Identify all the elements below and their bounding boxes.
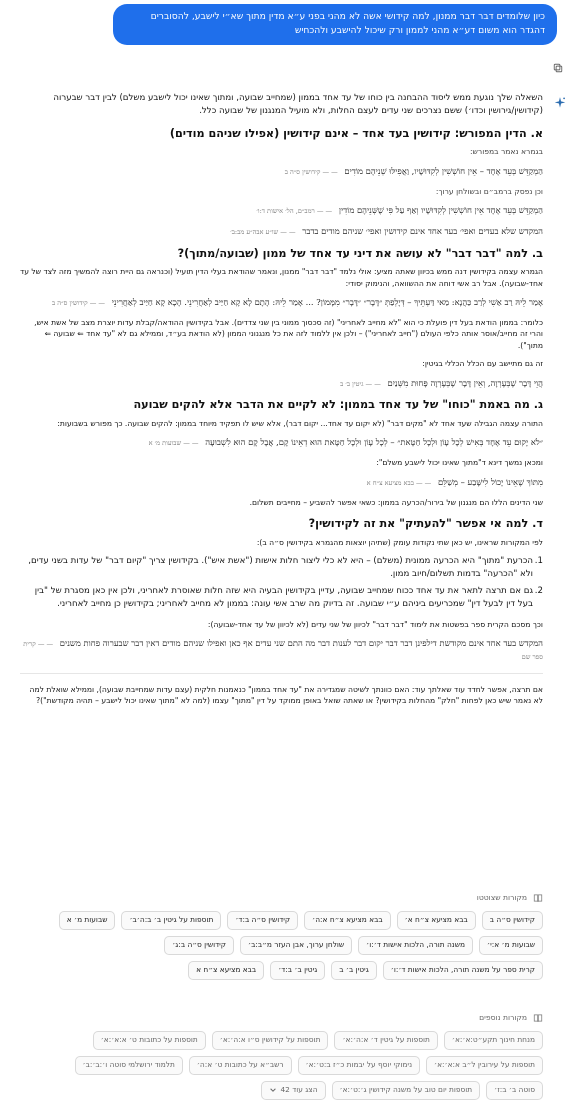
source-chip[interactable]: בבא מציעא צ״ח א:ה׳	[304, 911, 390, 930]
user-message-bubble	[113, 4, 557, 45]
source-chip[interactable]: רשב״א על כתובות ט׳ א:ה׳	[189, 1056, 292, 1075]
section-c-p1: התורה עצמה הגבילה שעד אחד לא "מקים דבר" (לא יקום עד אחד... יקום דבר), אלא שיש לו תפקיד מיוחד בממון: להקים שבועה. כך מפורש בשבועות:	[57, 419, 543, 429]
more-sources-title: מקורות נוספים	[479, 1013, 527, 1022]
source-chip[interactable]: קידושין ס״ה ב	[482, 911, 543, 930]
sparkle-icon	[553, 96, 567, 110]
source-chip[interactable]: תלמוד ירושלמי סוטה ו׳:ב׳:ב׳	[75, 1056, 183, 1075]
source-citation[interactable]: — — שו״ע אבה״ע מב:ב׳	[230, 227, 296, 236]
user-message-text: כיון שלומדים דבר דבר ממנון, למה קידושי אשה לא מהני בפני ע״א מדין מתוך שא״י לישבע, להסוברים דהגדר הוא משום דע״א מהני לממון ורק שיכול להישבע ולהכחיש	[150, 11, 545, 37]
source-chip[interactable]: תוספות על עירובין ל״ב א:א׳:א׳	[426, 1056, 543, 1075]
cited-sources-header	[20, 892, 543, 903]
section-a-lead: בגמרא נאמר במפורש:	[469, 147, 543, 157]
source-chip[interactable]: קידושין ס״ה ב:ג׳	[164, 936, 234, 955]
source-chip[interactable]: גיטין ב׳ ב:ד׳	[270, 961, 325, 980]
assistant-answer	[20, 92, 543, 713]
section-d-list	[20, 555, 543, 611]
section-b-quote2: הֲוֵי דָּבָר שֶׁבְּעֶרְוָה, וְאֵין דָּבָר שֶׁבְּעֶרְוָה פָּחוּת מִשְּׁנַיִם — — גיטין ב׳ ב	[340, 377, 543, 388]
cited-sources-title: מקורות שצוטטו	[476, 893, 527, 902]
section-c-quote2: מִתּוֹךְ שֶׁאֵינוֹ יָכוֹל לִישָּׁבַע – מְשַׁלֵּם — — בבא מציעא צ״ח א	[366, 476, 543, 487]
source-chip[interactable]: קידושין ס״ה ב:ד׳	[227, 911, 298, 930]
answer-closing: אם תרצה, אפשר לחדד עוד שאלתך עוד: האם כוונתך לשיטה שמגדירה את "עד אחד בממון" כנאמנות חלקית (עצם עדות שמחייבת שבועה), וממילא שואלת למה לא נאמר שיש כאן לפחות "חלק" מהחלות בקידושין? או שאתה שואל באופן ממוקד על דין "מתוך" עצמו (למה לא "מתוך שאינו יכול לישבע – תהיה מקודשת")?	[29, 684, 543, 706]
source-chip[interactable]: גיטין ב׳ ב	[331, 961, 376, 980]
source-citation[interactable]: — — בבא מציעא צ״ח א	[366, 478, 432, 487]
section-c-quote1: ״לֹא יָקוּם עֵד אֶחָד בְּאִישׁ לְכָל עָוֹן וּלְכָל חַטָּאת״ – לְכָל עָוֹן וּלְכָל חַטָּאת הוּא דְאֵינוֹ קָם, אֲבָל קָם הוּא לִשְׁבוּעָה — — שבועות מ׳ א	[148, 437, 543, 448]
section-a-quote1: הַמְקַדֵּשׁ בְּעֵד אֶחָד – אֵין חוֹשְׁשִׁין לְקִדּוּשָׁיו, וַאֲפִילּוּ שְׁנֵיהֶם מוֹדִים — — קידושין ס״ה ב	[284, 165, 543, 176]
source-chip[interactable]: תוספות על כתובות ט׳ א:א׳:א׳	[93, 1031, 206, 1050]
section-b-p2: כלומר: בממון הודאת בעל דין פועלת כי הוא "לא מחייב לאחריני" (זה סכסוך ממוני בין שני צדדים). אבל בקידושין ההודאה/קבלת עדות יוצרת מצב של אשת איש, והרי זה מחייב/אוסר אותה כלפי העולם ("חייב לאחריני") – ולכן אין ללמוד לזה את כל מנגנוני הממון (לא הודאת בע״ד, וממילא גם לא "עד אחד ⇐ שבועה ⇐ מתוך").	[34, 318, 543, 350]
section-a-quote2: הַמְקַדֵּשׁ בְּעֵד אֶחָד אֵין חוֹשְׁשִׁין לְקִדּוּשָׁיו וְאַף עַל פִּי שֶׁשְּׁנֵיהֶם מוֹדִין — — רמב״ם, הל׳ אישות ד:ו׳	[256, 205, 543, 216]
list-item: 1. הכרעת "מתוך" היא הכרעה ממונית (משלם) – היא לא כלי ליצור חלות אישות ("אשת איש"). בקידושין צריך "קיום דבר" של עדות בשני עדים, ולא "הכרעה" בדמות תשלום/חיוב ממון.	[28, 555, 543, 579]
section-a-quote3: המקדש שלא בעדים ואפי׳ בעד אחד אינם קידושין ואפי׳ שניהם מודים בדבר — — שו״ע אבה״ע מב:ב׳	[230, 225, 543, 236]
cited-sources-panel	[20, 892, 543, 980]
source-chip[interactable]: תוספות על גיטין ד׳ א:ה׳:א׳	[334, 1031, 437, 1050]
book-icon	[533, 1012, 543, 1023]
book-icon	[533, 892, 543, 903]
chevron-down-icon	[269, 1086, 277, 1095]
more-sources-header	[20, 1012, 543, 1023]
section-d-title: ד. למה אי אפשר "להעתיק" את זה לקידושין?	[308, 517, 543, 530]
source-chip[interactable]: סוטה ב׳ ב:ז׳	[486, 1081, 543, 1100]
show-more-button[interactable]	[261, 1081, 325, 1100]
source-citation[interactable]: — — שבועות מ׳ א	[148, 439, 199, 448]
list-item: 2. גם אם תרצה לתאר את עד אחד ככוח שמחייב שבועה, עדיין בקידושין הבעיה היא שזה חלות שאוסרת לאחריני, ולכן אין כאן מסגרת של "בין בעל דין לבעל דין" שמכריעים ביניהם ע״י שבועה. זה בדיוק מה שרב אשי עונה: בממון לא מחייב לאחריני; בקידושין כן מחייב לאחריני.	[34, 585, 543, 609]
section-b-quote: אָמַר לֵיהּ רַב אַשִׁי לְרַב כַּהֲנָא: מַאי דַּעְתֵּיךְ – דְּיָלְפַתְּ ״דָּבָר״ ״דָּבָר״ מִמָּמוֹן? ... אָמַר לֵיהּ: הָתָם לָא קָא חַיַּיב לְאַחֲרִינֵי. הָכָא קָא חַיַּיב לְאַחֲרִינֵי — — קידושין ס״ה ב	[52, 297, 543, 308]
source-chip[interactable]: קרית ספר על משנה תורה, הלכות אישות ד׳:ו׳	[383, 961, 543, 980]
source-chip[interactable]: משנה תורה, הלכות אישות ד׳:ו׳	[358, 936, 473, 955]
source-citation[interactable]: — — קידושין ס״ה ב	[284, 167, 338, 176]
source-chip[interactable]: נימוקי יוסף על יבמות כ״ז ב:ט׳:א׳	[298, 1056, 420, 1075]
section-b-p3: זה גם מתיישב עם הכלל הכללי בגיטין:	[422, 359, 543, 369]
answer-intro: השאלה שלך נוגעת ממש ליסוד ההבחנה בין כוחו של עד אחד בממון (שמחייב שבועה, ומתוך שאינו יכול לישבע משלם) לבין דבר שבערוה (קידושין/גירושין וכדו׳) ששם נצרכים שני עדים לעצם החלות, ולא מועיל המנגנון של שבועה כלל.	[53, 93, 543, 116]
source-citation[interactable]: — — קידושין ס״ה ב	[52, 299, 106, 308]
source-chip[interactable]: תוספות על קידושין ס״ו א:ה׳:א׳	[212, 1031, 329, 1050]
section-d-lead: לפי המקורות שראינו, יש כאן שתי נקודות עומק (שתיהן יוצאות מהגמרא בקידושין ס״ה ב):	[256, 537, 543, 547]
section-c-p3: שני הדינים הללו הם מנגנון של בירור/הכרעה בממון: כשאי אפשר להשביע – מחייבים תשלום.	[249, 497, 543, 507]
source-chip[interactable]: בבא מציעא צ״ח א	[188, 961, 264, 980]
copy-icon[interactable]	[553, 62, 563, 72]
section-a-lead2: וכן נפסק ברמב״ם ובשולחן ערוך:	[435, 186, 543, 196]
show-more-label: הצג עוד 42	[280, 1085, 318, 1095]
section-c-p2: ומכאן נמשך דינא ד"מתוך שאינו יכול לישבע משלם":	[376, 458, 543, 468]
more-sources-panel	[20, 1012, 543, 1100]
more-sources-chips	[20, 1031, 543, 1100]
section-b-title: ב. למה "דבר דבר" לא עושה את דיני עד אחד של ממון (שבועה/מתוך)?	[177, 246, 543, 260]
source-chip[interactable]: שבועות מ׳ א	[59, 911, 116, 930]
section-a-title: א. הדין המפורש: קידושין בעד אחד – אינם קידושין (אפילו שניהם מודים)	[169, 126, 543, 140]
divider	[20, 673, 543, 674]
cited-sources-chips	[20, 911, 543, 980]
section-d-p-end: וכך מסכם הקרית ספר בפשטות את לימוד "דבר דבר" לכיוון של שני עדים (לא לכיוון של עד אחד-שבועה):	[207, 619, 543, 629]
source-chip[interactable]: תוספות יום טוב על משנה קידושין ג׳:ט׳:א׳	[332, 1081, 481, 1100]
source-chip[interactable]: מנחת חינוך תקע״ט:א׳:א׳	[444, 1031, 543, 1050]
section-b-p1: הגמרא עצמה בקידושין דנה ממש בכיוון שאתה מציע: אולי נלמד "דבר דבר" ממנון, ונאמר שהודאת בעלי הדין תועיל (וכנראה גם היית רוצה להמשיך מזה לצד של עד אחד-שבועה). אבל רב אשי דוחה את ההשוואה, והנימוק יסודי:	[20, 267, 543, 288]
source-chip[interactable]: בבא מציעא צ״ח א׳	[397, 911, 476, 930]
source-chip[interactable]: תוספות על גיטין ב׳ ב:ה׳ב׳	[121, 911, 221, 930]
source-citation[interactable]: — — גיטין ב׳ ב	[340, 379, 381, 388]
source-citation[interactable]: — — רמב״ם, הל׳ אישות ד:ו׳	[256, 207, 333, 216]
source-chip[interactable]: שולחן ערוך, אבן העזר מ״ב:ב׳	[240, 936, 352, 955]
source-chip[interactable]: שבועות מ׳ א:י׳	[479, 936, 543, 955]
source-citation[interactable]: — — קרית ספר שם	[23, 639, 543, 661]
section-d-quote: המקדש בעד אחד אינם מקודשת דילפינן דבר דבר יקום דבר לענות דבר מה התם שני עדים אף כאן ואפילו שניהם מודים דאין דבר שבערוה פחות משנים — — קרית ספר שם	[23, 637, 543, 661]
section-c-title: ג. מה באמת "כוחו" של עד אחד בממון: לא לקיים את הדבר אלא להקים שבועה	[133, 398, 543, 412]
